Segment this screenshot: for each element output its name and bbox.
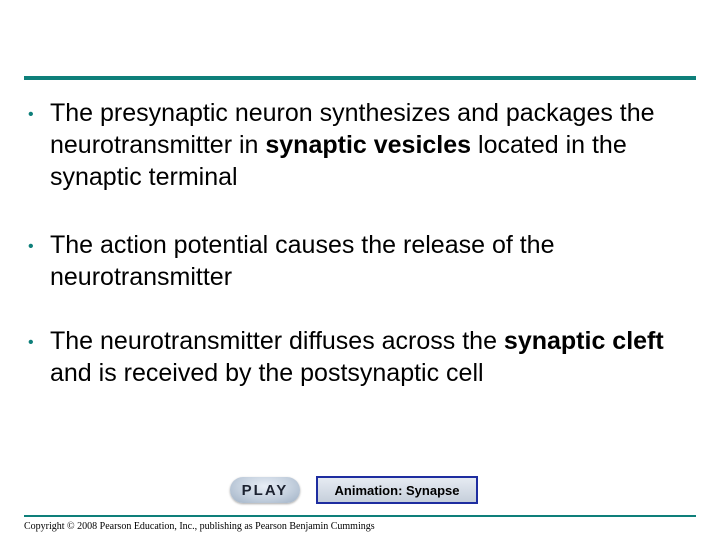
bullet-text-bold: synaptic cleft bbox=[503, 327, 664, 355]
bullet-text bbox=[50, 229, 688, 293]
copyright-text: Copyright © 2008 Pearson Education, Inc., publishing as Pearson Benjamin Cummings bbox=[24, 521, 375, 532]
animation-synapse-button[interactable]: Animation: Synapse bbox=[316, 476, 478, 504]
bullet-item bbox=[28, 229, 688, 293]
bullet-text-segment: The presynaptic neuron synthesizes and packages the neurotransmitter in bbox=[50, 99, 655, 159]
bullet-dot-icon: • bbox=[28, 334, 34, 351]
bottom-divider bbox=[24, 515, 696, 517]
bullet-text bbox=[50, 97, 688, 193]
bullet-item bbox=[28, 325, 688, 389]
bullet-text-segment: located in the synaptic terminal bbox=[50, 131, 627, 191]
bullet-text-segment: and is received by the postsynaptic cell bbox=[50, 359, 484, 387]
bullet-text-segment: The action potential causes the release of the neurotransmitter bbox=[50, 231, 555, 291]
bullet-text-segment: The neurotransmitter diffuses across the bbox=[50, 327, 504, 355]
bullet-dot-icon: • bbox=[28, 238, 34, 255]
play-button[interactable]: PLAY bbox=[230, 477, 300, 503]
bullet-text-bold: synaptic vesicles bbox=[265, 131, 472, 159]
bullet-item bbox=[28, 97, 688, 193]
bullet-text bbox=[50, 325, 688, 389]
bullet-dot-icon: • bbox=[28, 106, 34, 123]
